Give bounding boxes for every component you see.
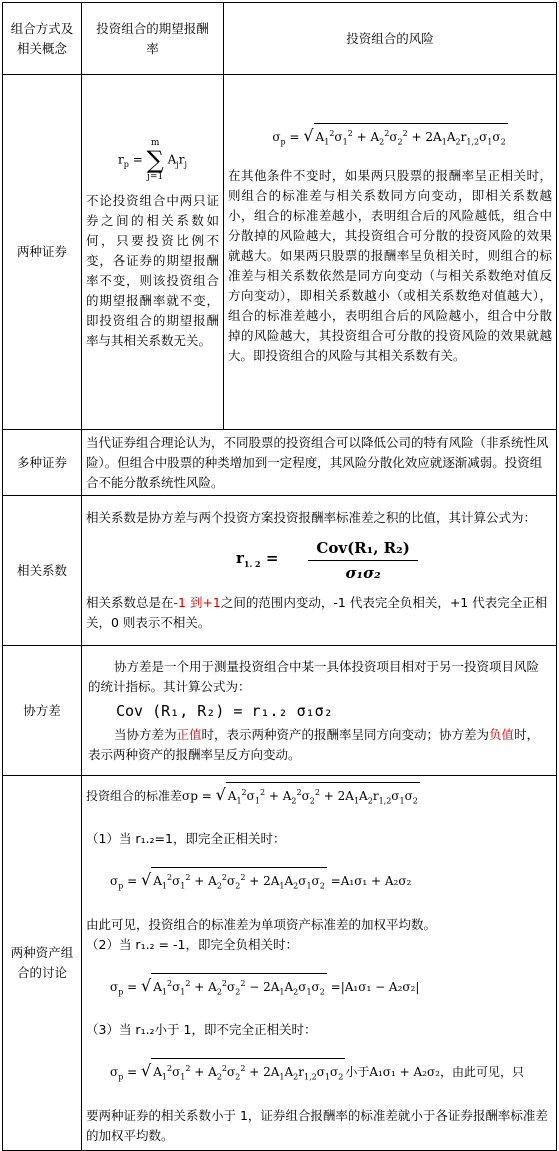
row-covariance: [3, 646, 557, 776]
label-covariance: 协方差: [3, 646, 82, 776]
cell-correlation: [82, 496, 557, 646]
label-two-assets: 两种资产组合的讨论: [3, 776, 82, 1151]
correlation-denominator: σ₁σ₂: [345, 564, 381, 582]
row-multi-securities: [3, 430, 557, 496]
row-two-securities: [3, 75, 557, 430]
correlation-lhs: $r_{1. 2}$ =: [236, 548, 279, 569]
case1-formula: $\sigma_p$ = √ $A_1^2\sigma_1^2 + A_2^2\sigma_2^2 + 2A_1A_2\sigma_1\sigma_2 =A_1\sigma_1 + A_2\sigma_2$: [86, 867, 552, 896]
two-securities-risk-text: 在其他条件不变时，如果两只股票的报酬率呈正相关时，则组合的标准差与相关系数同方向变动，即相关系数越小，组合的标准差越小，表明组合后的风险越低，组合中分散掉的风险越大，其投资组合可分散的投资风险的效果就越大。如果两只股票的报酬率呈负相关时，则组合的标准差与相关系数依然是同方向变动（与相关系数绝对值反方向变动），即相关系数越小（或相关系数绝对值越大），组合的标准差越小，表明组合后的风险越小，组合中分散掉的风险越大，其投资组合可分散的投资风险的效果就越大。即投资组合的风险与其相关系数有关。: [228, 168, 552, 364]
header-concept: 组合方式及相关概念: [3, 3, 82, 75]
portfolio-sd-formula: $\sigma_p$ = √ $A_1^2\sigma_1^2 + A_2^2\sigma_2^2 + 2A_1A_2r_{1,2}\sigma_1\sigma_2$: [228, 123, 552, 166]
covariance-formula: Cov (R₁, R₂) = r₁.₂ σ₁σ₂: [116, 701, 333, 720]
header-row: [3, 3, 557, 75]
investment-portfolio-table: [2, 2, 557, 1151]
cell-covariance: [82, 646, 557, 776]
correlation-fraction: [308, 538, 417, 583]
label-multi-securities: 多种证券: [3, 430, 82, 496]
correlation-range-highlight: -1 到+1: [173, 595, 221, 610]
header-expected-return: 投资组合的期望报酬率: [82, 3, 224, 75]
case1-conclusion: 由此可见，投资组合的标准差为单项资产标准差的加权平均数。: [86, 916, 437, 932]
covariance-negative-highlight: 负值: [489, 726, 515, 742]
case2-label: （2）当 r₁.₂ = -1，即完全负相关时：: [86, 936, 298, 952]
case3-conclusion: 要两种证券的相关系数小于 1，证券组合报酬率的标准差就小于各证券报酬率标准差的加权平均数。: [86, 1107, 548, 1143]
case3-label: （3）当 r₁.₂小于 1，即不完全正相关时：: [86, 1022, 317, 1038]
cell-two-securities-risk: [224, 75, 557, 430]
two-securities-return-text: 不论投资组合中两只证券之间的相关系数如何，只要投资比例不变，各证券的期望报酬率不变，则该投资组合的期望报酬率就不变，即投资组合的期望报酬率与其相关系数无关。: [86, 193, 219, 348]
case1-label: （1）当 r₁.₂=1，即完全正相关时：: [86, 831, 286, 847]
row-correlation: [3, 496, 557, 646]
correlation-intro: 相关系数是协方差与两个投资方案投资报酬率标准差之积的比值，其计算公式为：: [86, 510, 537, 525]
row-two-assets: [3, 776, 557, 1151]
correlation-formula: [86, 528, 552, 593]
cell-two-assets: [82, 776, 557, 1151]
cell-two-securities-return: [82, 75, 224, 430]
covariance-positive-highlight: 正值: [176, 726, 202, 742]
correlation-range-text: 相关系数总是在-1 到+1之间的范围内变动，-1 代表完全负相关，+1 代表完全正相关，0 则表示不相关。: [86, 595, 548, 630]
expected-return-formula: $r_p$ = m ∑ j=1 $A_jr_j$: [118, 138, 187, 182]
multi-securities-text: 当代证券组合理论认为，不同股票的投资组合可以降低公司的特有风险（非系统性风险）。但组合中股票的种类增加到一定程度，其风险分散化效应就逐渐减弱。投资组合不能分散系统性风险。: [82, 430, 557, 496]
covariance-intro: 协方差是一个用于测量投资组合中某一具体投资项目相对于另一投资项目风险的统计指标。其计算公式为：: [88, 658, 540, 694]
case3-formula: $\sigma_p$ = √ $A_1^2\sigma_1^2 + A_2^2\sigma_2^2 + 2A_1A_2r_{1,2}\sigma_1\sigma_2$ 小于A₁σ₁ + A₂σ₂，由此可见，只: [86, 1058, 552, 1087]
case2-formula: $\sigma_p$ = √ $A_1^2\sigma_1^2 + A_2^2\sigma_2^2 - 2A_1A_2\sigma_1\sigma_2 =|A_1\sigma_1 - A_2\sigma_2|$: [86, 973, 552, 1002]
header-risk: 投资组合的风险: [224, 3, 557, 75]
label-two-securities: 两种证券: [3, 75, 82, 430]
label-correlation: 相关系数: [3, 496, 82, 646]
correlation-numerator: Cov(R₁, R₂): [308, 538, 417, 561]
two-assets-sd: 投资组合的标准差σp = √ $A_1^2\sigma_1^2 + A_2^2\sigma_2^2 + 2A_1A_2r_{1,2}\sigma_1\sigma_2$: [86, 782, 552, 811]
covariance-sign-text: 当协方差为正值时，表示两种资产的报酬率呈同方向变动；协方差为负值时，表示两种资产的报酬率呈反方向变动。: [88, 726, 540, 762]
